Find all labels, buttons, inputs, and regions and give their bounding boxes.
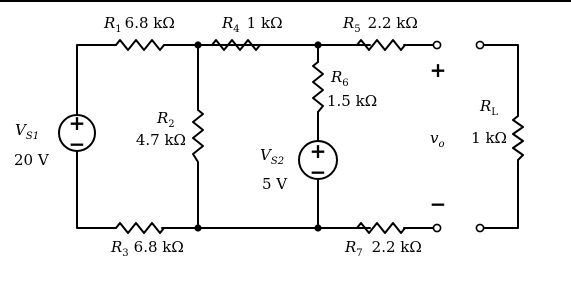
label-r6-value: 1.5 kΩ [327,92,378,110]
label-r1: $R_1$ 6.8 kΩ [104,14,175,35]
resistor-r7 [357,223,405,233]
resistor-r4 [212,40,260,50]
label-r7: $R_7$ 2.2 kΩ [345,238,422,259]
vs1-minus-sign: − [68,132,86,156]
label-output-voltage: $v_o$ [430,129,445,150]
label-vs2-name: $V_{S2}$ [260,146,285,167]
resistor-r5 [357,40,405,50]
vs2-minus-sign: − [309,160,327,184]
label-vs1-name: $V_{S1}$ [15,121,40,142]
terminal-bottom-right [476,224,483,231]
resistor-rl [513,116,523,160]
resistor-r6 [313,62,323,112]
label-r2-value: 4.7 kΩ [135,131,186,149]
label-r4: $R_4$ 1 kΩ [222,14,283,35]
voltage-source-vs1 [59,111,95,156]
label-r5: $R_5$ 2.2 kΩ [343,14,418,35]
label-r3: $R_3$ 6.8 kΩ [111,238,184,259]
terminal-top-right [476,41,483,48]
junction-dot-top-left [194,41,201,48]
vs1-plus-sign: + [68,111,86,135]
resistor-r3 [116,223,164,233]
output-minus-sign: − [429,192,447,216]
voltage-source-vs2 [299,139,337,184]
junction-dot-top-right [314,41,321,48]
resistor-r2 [193,110,203,162]
junction-dot-bottom-right [314,224,321,231]
wire-load-bottom [484,160,518,228]
output-plus-sign: + [429,58,447,82]
vs2-plus-sign: + [309,139,327,163]
junction-dot-bottom-left [194,224,201,231]
terminal-top-left [433,41,440,48]
label-r6-name: $R_6$ [331,68,349,89]
label-rl-value: 1 kΩ [471,129,507,147]
label-r2-name: $R_2$ [157,109,175,130]
wire-left-bottom [77,151,116,228]
resistor-r1 [116,40,164,50]
label-vs1-value: 20 V [14,151,49,169]
label-vs2-value: 5 V [262,175,288,193]
wire-left-top [77,45,116,116]
label-rl-name: $R_L$ [480,97,498,118]
terminal-bottom-left [433,224,440,231]
